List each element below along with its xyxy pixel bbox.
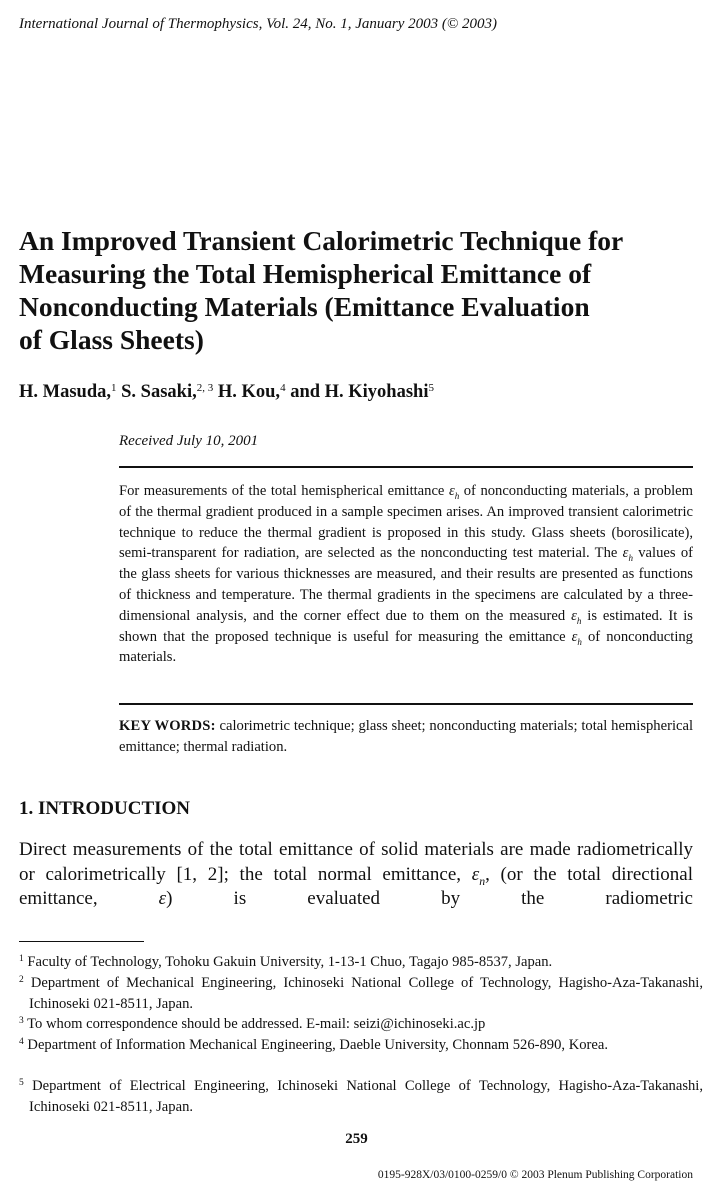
abstract-text: is estimated. It is shown that the proposed technique is useful for measuring the emittance (119, 607, 693, 645)
emittance-symbol: $\varepsilon_h$ (571, 607, 582, 626)
abstract-bottom-rule (119, 703, 693, 705)
section-heading: 1. INTRODUCTION (19, 798, 191, 819)
abstract-top-rule (119, 466, 693, 468)
body-text: , (or the total directional emittance, (19, 863, 693, 909)
introduction-paragraph (19, 838, 693, 912)
body-text: Direct measurements of the total emittance of solid materials are made radiometrically or calorimetrically [1, 2]; the total normal emittance, (19, 839, 693, 885)
title-line: Nonconducting Materials (Emittance Evaluation (19, 291, 590, 322)
author-affiliation-mark: 1 (111, 382, 117, 394)
body-text: ) is evaluated by the radiometric (166, 888, 693, 909)
abstract (119, 481, 693, 668)
footnote-text: To whom correspondence should be addressed. E-mail: seizi@ichinoseki.ac.jp (27, 1016, 486, 1032)
footnote-number: 4 (19, 1037, 24, 1047)
paper-title (19, 224, 699, 356)
author-name: H. Masuda, (19, 382, 112, 402)
title-line: of Glass Sheets) (19, 324, 204, 355)
footnote (19, 1014, 703, 1035)
author-list (19, 382, 434, 403)
emittance-symbol: $\varepsilon_h$ (448, 483, 460, 501)
footnote-number: 3 (19, 1016, 24, 1026)
author-name: H. Kou, (213, 382, 281, 402)
footnote (19, 1076, 703, 1117)
footnote-text: Department of Electrical Engineering, Ichinoseki National College of Technology, Hagisho-Aza-Takanashi, Ichinoseki 021-8511, Japan. (29, 1078, 704, 1115)
emittance-symbol: $\varepsilon_h$ (622, 545, 633, 564)
footnote (19, 1035, 703, 1056)
author-affiliation-mark: 4 (280, 382, 286, 394)
directional-emittance-symbol: ε (158, 888, 167, 909)
footnote-rule (19, 941, 144, 942)
keywords-label: KEY WORDS: (119, 718, 216, 734)
author-name: S. Sasaki, (116, 382, 197, 402)
received-date: Received July 10, 2001 (119, 433, 259, 449)
abstract-text: of nonconducting materials, a problem of the thermal gradient produced in a sample specimen arises. An improved transient calorimetric technique to reduce the thermal gradient is proposed in this study. Glass sheets (borosilicate), semi-transparent for radiation, are selected as the nonconducting test material. The (119, 483, 693, 562)
keywords (119, 716, 693, 758)
emittance-symbol: $\varepsilon_h$ (571, 628, 582, 647)
author-affiliation-mark: 2, 3 (196, 382, 214, 394)
title-line: An Improved Transient Calorimetric Technique for (19, 225, 624, 256)
abstract-text: of nonconducting materials. (119, 628, 693, 666)
footnote-text: Faculty of Technology, Tohoku Gakuin University, 1-13-1 Chuo, Tagajo 985-8537, Japan. (27, 954, 553, 970)
keywords-text: calorimetric technique; glass sheet; nonconducting materials; total hemispherical emittance; thermal radiation. (119, 718, 694, 755)
footnote-number: 5 (19, 1078, 24, 1088)
author-affiliation-mark: 5 (428, 382, 434, 394)
normal-emittance-symbol: $\varepsilon_n$ (471, 863, 486, 888)
abstract-text: values of the glass sheets for various thicknesses are measured, and their results are presented as functions of thickness and temperature. The thermal gradients in the specimens are calculated by a three-dimensional analysis, and the corner effect due to them on the measured (119, 545, 693, 624)
footnote-text: Department of Information Mechanical Engineering, Daeble University, Chonnam 526-890, Korea. (27, 1037, 608, 1053)
footnote (19, 952, 703, 973)
author-name: and H. Kiyohashi (285, 382, 429, 402)
footnote-number: 1 (19, 954, 24, 964)
journal-header: International Journal of Thermophysics, Vol. 24, No. 1, January 2003 (© 2003) (19, 16, 498, 32)
title-line: Measuring the Total Hemispherical Emittance of (19, 258, 592, 289)
footnote-text: Department of Mechanical Engineering, Ichinoseki National College of Technology, Hagisho-Aza-Takanashi, Ichinoseki 021-8511, Japan. (29, 975, 703, 1012)
footnote (19, 973, 703, 1014)
abstract-text: For measurements of the total hemispherical emittance (119, 483, 449, 499)
page-number: 259 (345, 1131, 368, 1147)
footnote-number: 2 (19, 975, 24, 985)
copyright-line: 0195-928X/03/0100-0259/0 © 2003 Plenum Publishing Corporation (377, 1169, 693, 1181)
